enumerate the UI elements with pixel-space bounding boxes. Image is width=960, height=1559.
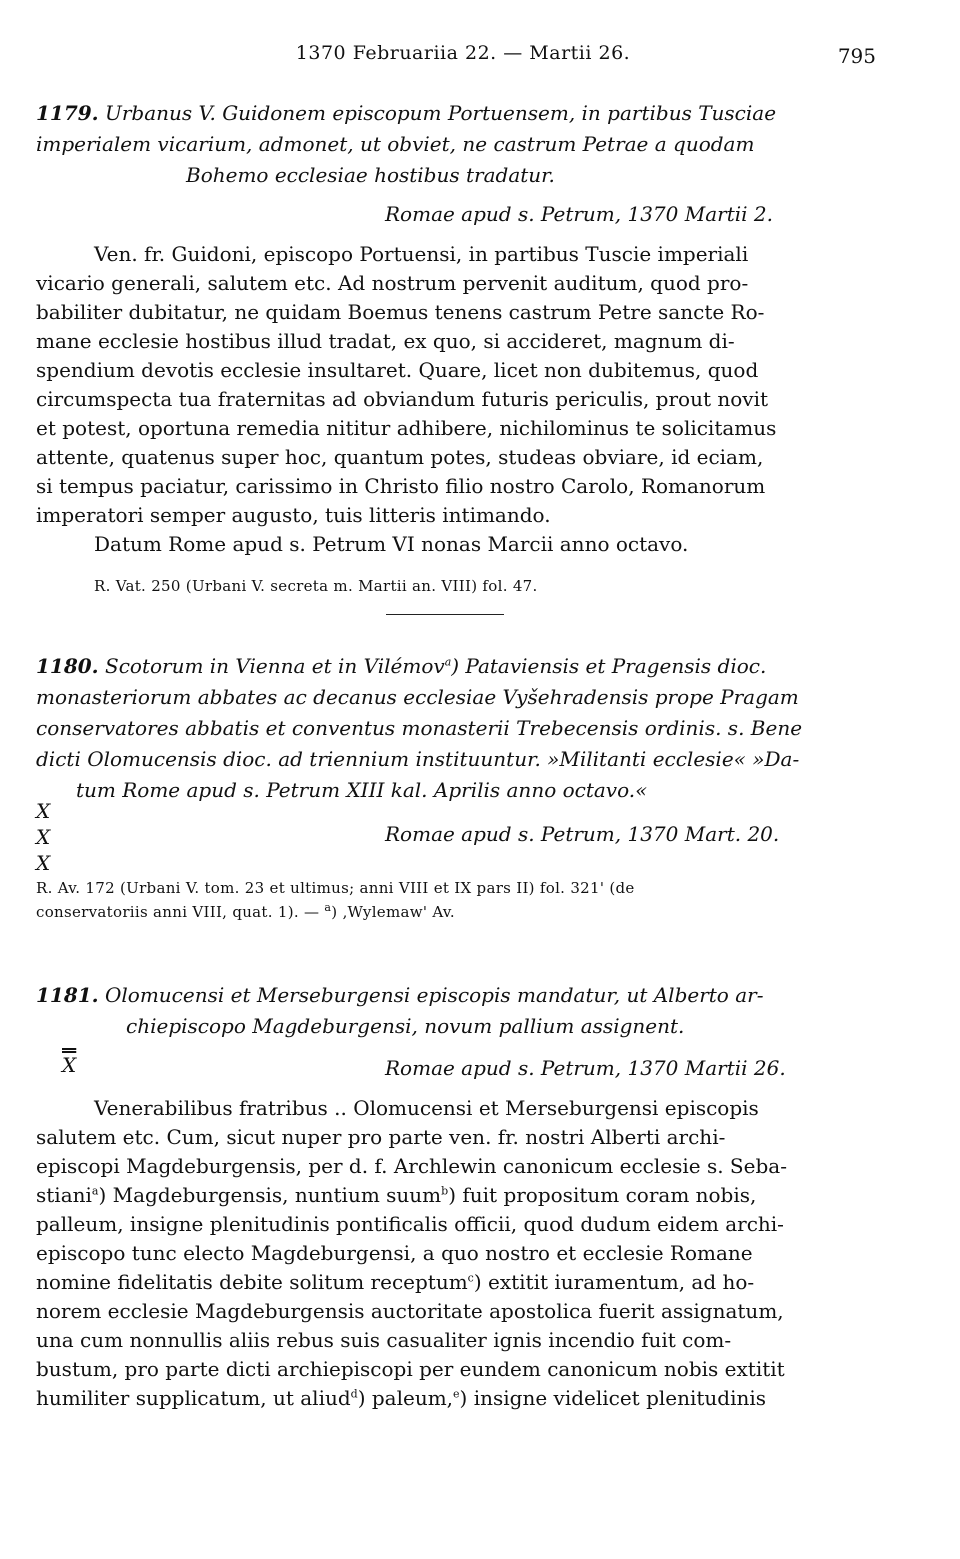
text-line: episcopi Magdeburgensis, per d. f. Archlewin canonicum ecclesie s. Seba- bbox=[36, 1154, 787, 1178]
text-line: una cum nonnullis aliis rebus suis casualiter ignis incendio fuit com- bbox=[36, 1328, 732, 1352]
footnote-marker: d bbox=[350, 1387, 358, 1401]
text-line: et potest, oportuna remedia nititur adhibere, nichilominus te solicitamus bbox=[36, 416, 777, 440]
footnote-marker: b bbox=[441, 1184, 449, 1198]
entry-number: 1180. bbox=[36, 654, 99, 678]
footnote-marker: a bbox=[324, 901, 332, 914]
footnote-marker: a bbox=[444, 655, 452, 669]
text-line: Ven. fr. Guidoni, episcopo Portuensi, in partibus Tuscie imperiali bbox=[94, 242, 749, 266]
entry-title-line: Scotorum in Vienna et in Vilémov bbox=[105, 654, 445, 678]
footnote-marker: e bbox=[453, 1387, 460, 1401]
place-date: Romae apud s. Petrum, 1370 Martii 2. bbox=[385, 202, 773, 226]
text-line: vicario generali, salutem etc. Ad nostrum pervenit auditum, quod pro- bbox=[36, 271, 749, 295]
mark-x: X bbox=[36, 825, 51, 849]
entry-1181-text bbox=[36, 1094, 858, 1413]
archival-marks bbox=[36, 798, 50, 876]
entry-title-line: Olomucensi et Merseburgensi episcopis mandatur, ut Alberto ar- bbox=[105, 983, 764, 1007]
text-line: circumspecta tua fraternitas ad obviandum futuris periculis, prout novit bbox=[36, 387, 769, 411]
text-line: episcopo tunc electo Magdeburgensi, a quo nostro et ecclesie Romane bbox=[36, 1241, 753, 1265]
entry-1180-heading bbox=[36, 651, 858, 806]
source-reference: R. Vat. 250 (Urbani V. secreta m. Martii an. VIII) fol. 47. bbox=[94, 577, 538, 595]
entry-title-line: imperialem vicarium, admonet, ut obviet, ne castrum Petrae a quodam bbox=[36, 132, 755, 156]
page-header bbox=[36, 40, 890, 76]
text-segment: ) fuit propositum coram nobis, bbox=[448, 1183, 757, 1207]
text-line: norem ecclesie Magdeburgensis auctoritate apostolica fuerit assignatum, bbox=[36, 1299, 784, 1323]
page-number: 795 bbox=[837, 44, 876, 68]
entry-1179-heading bbox=[36, 98, 858, 191]
source-line: conservatoriis anni VIII, quat. 1). — bbox=[36, 903, 325, 921]
source-reference bbox=[36, 876, 858, 924]
entry-title-line: chiepiscopo Magdeburgensi, novum pallium assignent. bbox=[126, 1014, 685, 1038]
separator-rule bbox=[386, 614, 504, 615]
source-line: R. Av. 172 (Urbani V. tom. 23 et ultimus; anni VIII et IX pars II) fol. 321' (de bbox=[36, 879, 635, 897]
entry-title-line: Bohemo ecclesiae hostibus tradatur. bbox=[186, 163, 555, 187]
place-date: Romae apud s. Petrum, 1370 Mart. 20. bbox=[385, 822, 780, 846]
text-line: mane ecclesie hostibus illud tradat, ex quo, si accideret, magnum di- bbox=[36, 329, 735, 353]
entry-title-line: conservatores abbatis et conventus monasterii Trebecensis ordinis. s. Bene bbox=[36, 716, 803, 740]
text-line: bustum, pro parte dicti archiepiscopi per eundem canonicum nobis extitit bbox=[36, 1357, 785, 1381]
text-segment: ) Magdeburgensis, nuntium suum bbox=[98, 1183, 442, 1207]
entry-title-line: dicti Olomucensis dioc. ad triennium instituuntur. »Militanti ecclesie« »Da- bbox=[36, 747, 800, 771]
mark-x: X bbox=[36, 799, 51, 823]
mark-x: X bbox=[36, 851, 51, 875]
text-line: Venerabilibus fratribus .. Olomucensi et Merseburgensi episcopis bbox=[94, 1096, 759, 1120]
text-line: palleum, insigne plenitudinis pontificalis officii, quod dudum eidem archi- bbox=[36, 1212, 784, 1236]
place-date: Romae apud s. Petrum, 1370 Martii 26. bbox=[385, 1056, 786, 1080]
entry-title-line: Urbanus V. Guidonem episcopum Portuensem, in partibus Tusciae bbox=[105, 101, 777, 125]
entry-number: 1181. bbox=[36, 983, 99, 1007]
text-line: spendium devotis ecclesie insultaret. Quare, licet non dubitemus, quod bbox=[36, 358, 759, 382]
footnote-marker: c bbox=[467, 1271, 474, 1285]
entry-1181-heading bbox=[36, 980, 858, 1042]
running-title: 1370 Februariia 22. — Martii 26. bbox=[295, 42, 631, 64]
text-line: imperatori semper augusto, tuis litteris intimando. bbox=[36, 503, 551, 527]
text-segment: stiani bbox=[36, 1183, 92, 1207]
archival-mark: X bbox=[62, 1053, 77, 1077]
text-line: attente, quatenus super hoc, quantum potes, studeas obviare, id eciam, bbox=[36, 445, 764, 469]
entry-title-line: monasteriorum abbates ac decanus ecclesiae Vyšehradensis prope Pragam bbox=[36, 685, 799, 709]
text-segment: nomine fidelitatis debite solitum receptum bbox=[36, 1270, 468, 1294]
source-line: ) ‚Wylemaw' Av. bbox=[331, 903, 455, 921]
text-segment: ) paleum, bbox=[357, 1386, 454, 1410]
text-segment: ) extitit iuramentum, ad ho- bbox=[473, 1270, 755, 1294]
text-line: si tempus paciatur, carissimo in Christo filio nostro Carolo, Romanorum bbox=[36, 474, 766, 498]
datum-line: Datum Rome apud s. Petrum VI nonas Marcii anno octavo. bbox=[94, 532, 689, 556]
text-segment: humiliter supplicatum, ut aliud bbox=[36, 1386, 351, 1410]
text-segment: ) insigne videlicet plenitudinis bbox=[459, 1386, 767, 1410]
entry-title-line: ) Pataviensis et Pragensis dioc. bbox=[451, 654, 767, 678]
entry-title-line: tum Rome apud s. Petrum XIII kal. Aprilis anno octavo.« bbox=[76, 778, 648, 802]
entry-1179-text bbox=[36, 240, 858, 559]
entry-number: 1179. bbox=[36, 101, 99, 125]
text-line: babiliter dubitatur, ne quidam Boemus tenens castrum Petre sancte Ro- bbox=[36, 300, 765, 324]
text-line: salutem etc. Cum, sicut nuper pro parte ven. fr. nostri Alberti archi- bbox=[36, 1125, 726, 1149]
footnote-marker: a bbox=[91, 1184, 99, 1198]
